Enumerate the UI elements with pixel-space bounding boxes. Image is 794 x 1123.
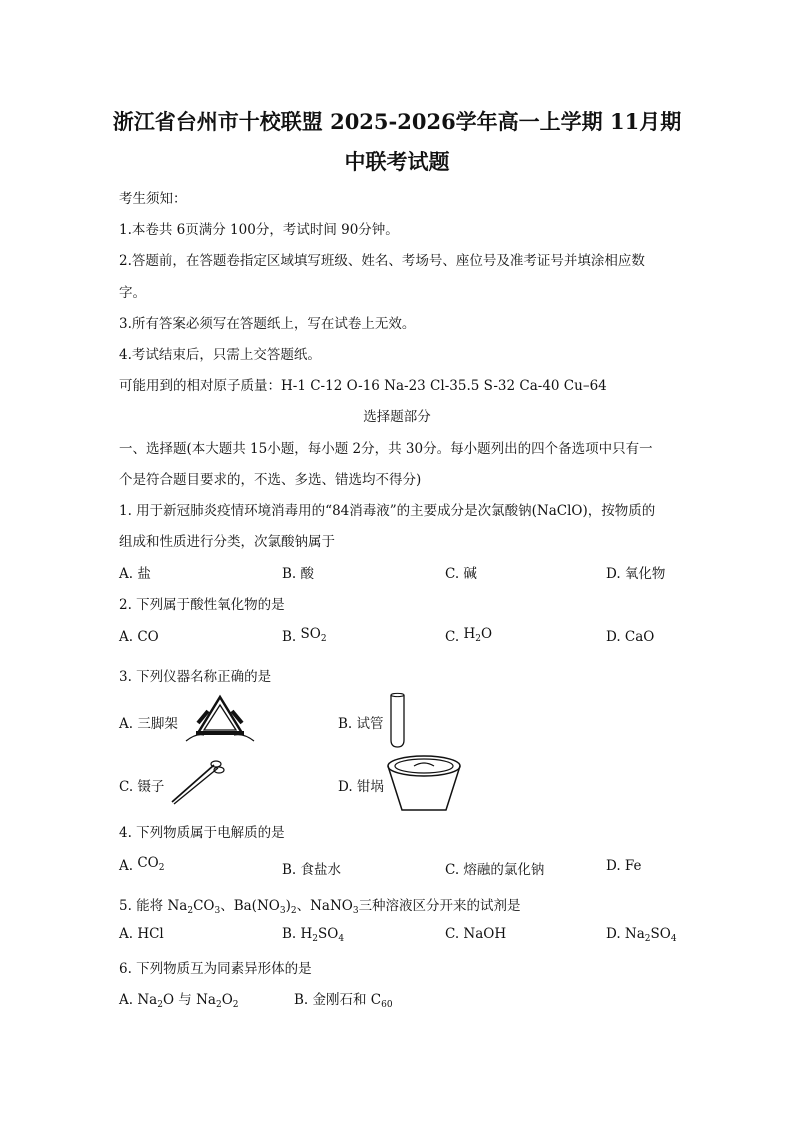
notice-item-1: 1.本卷共 6页满分 100分，考试时间 90分钟。 xyxy=(119,222,399,238)
q1-stem-line2: 组成和性质进行分类，次氯酸钠属于 xyxy=(119,534,335,550)
section-intro-line2: 个是符合题目要求的，不选、多选、错选均不得分) xyxy=(119,472,422,488)
q4-option-d: D. Fe xyxy=(606,858,642,874)
q4-stem: 4. 下列物质属于电解质的是 xyxy=(119,825,285,841)
q1-option-b: B. 酸 xyxy=(282,566,315,582)
q6-option-a: A. $Na_2O$ 与 $Na_2O_2$ xyxy=(119,992,239,1010)
q2-option-c: C. $H_2O$ xyxy=(445,626,493,645)
q5-option-a: A. HCl xyxy=(119,926,164,942)
atomic-mass-line: 可能用到的相对原子质量：H-1 C-12 O-16 Na-23 Cl-35.5 S-32 Ca-40 Cu–64 xyxy=(119,378,607,394)
q5-stem: 5. 能将 $Na_2CO_3$、$Ba(NO_3)_2$、NaNO$_3$三种溶液区分开来的试剂是 xyxy=(119,898,521,916)
crucible-figure xyxy=(384,752,464,814)
notice-item-3: 3.所有答案必须写在答题纸上，写在试卷上无效。 xyxy=(119,316,416,332)
q1-stem-line1: 1. 用于新冠肺炎疫情环境消毒用的“84消毒液”的主要成分是次氯酸钠(NaClO)，按物质的 xyxy=(119,503,656,519)
q1-option-a: A. 盐 xyxy=(119,566,151,582)
q1-option-c: C. 碱 xyxy=(445,566,477,582)
q6-stem: 6. 下列物质互为同素异形体的是 xyxy=(119,961,312,977)
q2-stem: 2. 下列属于酸性氧化物的是 xyxy=(119,597,285,613)
q5-option-d: D. $Na_2SO_4$ xyxy=(606,926,677,944)
document-title-line2: 中联考试题 xyxy=(344,149,450,174)
q3-stem: 3. 下列仪器名称正确的是 xyxy=(119,669,272,685)
document-title-line1: 浙江省台州市十校联盟 2025-2026学年高一上学期 11月期 xyxy=(112,109,682,134)
section-title: 选择题部分 xyxy=(363,409,431,425)
notice-item-2-cont: 字。 xyxy=(119,285,146,301)
q3-option-c: C. 镊子 xyxy=(119,779,165,795)
q2-option-a: A. CO xyxy=(119,629,159,645)
notice-item-2: 2.答题前，在答题卷指定区域填写班级、姓名、考场号、座位号及准考证号并填涂相应数 xyxy=(119,253,645,269)
test-tube-figure xyxy=(383,692,413,750)
q3-option-a: A. 三脚架 xyxy=(119,716,178,732)
q1-option-d: D. 氧化物 xyxy=(606,566,666,582)
q6-option-b: B. 金刚石和 $C_{60}$ xyxy=(294,992,393,1010)
section-intro-line1: 一、选择题(本大题共 15小题，每小题 2分，共 30分。每小题列出的四个备选项中只有一 xyxy=(119,441,653,457)
q3-option-b: B. 试管 xyxy=(338,716,384,732)
tweezers-figure xyxy=(164,756,228,808)
notice-heading: 考生须知： xyxy=(119,191,187,207)
q4-option-c: C. 熔融的氯化钠 xyxy=(445,862,545,878)
triangle-clay-pipe-figure xyxy=(180,693,260,753)
q2-option-d: D. CaO xyxy=(606,629,655,645)
q5-option-c: C. NaOH xyxy=(445,926,507,942)
q3-option-d: D. 钳埚 xyxy=(338,779,384,795)
notice-item-4: 4.考试结束后，只需上交答题纸。 xyxy=(119,347,321,363)
q2-option-b: B. $SO_2$ xyxy=(282,626,327,645)
q4-option-a: A. $CO_2$ xyxy=(119,855,165,874)
q4-option-b: B. 食盐水 xyxy=(282,862,342,878)
q5-option-b: B. $H_2SO_4$ xyxy=(282,926,345,944)
